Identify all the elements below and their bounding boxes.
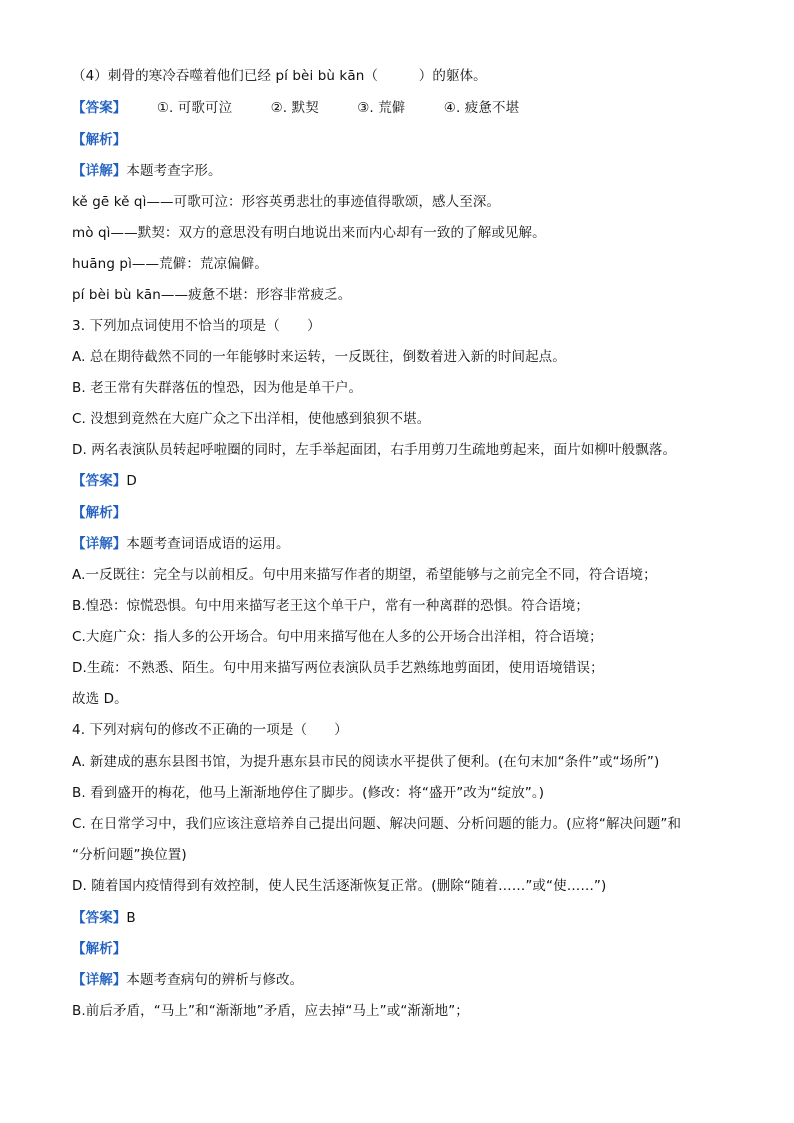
detail-2-row: [72, 161, 734, 181]
question-3-option-b: B. 老王常有失群落伍的惶恐，因为他是单干户。: [72, 380, 363, 396]
question-4-option-c-line2: “分析问题”换位置): [72, 847, 187, 863]
question-3-option-d: D. 两名表演队员转起呼啦圈的同时，左手举起面团，右手用剪刀生疏地剪起来，面片如柳叶般飘落。: [72, 442, 677, 458]
analysis-2-label: 【解析】: [72, 132, 127, 148]
explanation-2: mò qì——默契：双方的意思没有明白地说出来而内心却有一致的了解或见解。: [72, 225, 546, 241]
answer-2-row: [72, 98, 734, 118]
detail-3-row: [72, 534, 734, 554]
detail-3-b: B.惶恐：惊慌恐惧。句中用来描写老王这个单干户，常有一种离群的恐惧。符合语境；: [72, 598, 589, 614]
explanation-3: huāng pì——荒僻：荒凉偏僻。: [72, 256, 268, 272]
answer-4-row: [72, 908, 734, 928]
detail-3-d: D.生疏：不熟悉、陌生。句中用来描写两位表演队员手艺熟练地剪面团，使用语境错误；: [72, 660, 604, 676]
answer-option-2: ②. 默契: [270, 100, 319, 116]
analysis-3-label: 【解析】: [72, 505, 127, 521]
detail-label: 【详解】: [72, 536, 127, 552]
answer-option-3: ③. 荒僻: [357, 100, 406, 116]
analysis-4-label: 【解析】: [72, 941, 127, 957]
detail-4-b: B.前后矛盾，“马上”和“渐渐地”矛盾，应去掉“马上”或“渐渐地”；: [72, 1003, 469, 1019]
answer-option-1: ①. 可歌可泣: [156, 100, 233, 116]
detail-text: 本题考查词语成语的运用。: [126, 536, 290, 552]
answer-label: 【答案】: [72, 473, 127, 489]
question-4-option-c-line1: C. 在日常学习中，我们应该注意培养自己提出问题、解决问题、分析问题的能力。(应将“解决问题”和: [72, 816, 682, 832]
detail-3-conclusion: 故选 D。: [72, 691, 128, 707]
detail-text: 本题考查病句的辨析与修改。: [126, 972, 304, 988]
detail-label: 【详解】: [72, 972, 127, 988]
question-3-option-c: C. 没想到竟然在大庭广众之下出洋相，使他感到狼狈不堪。: [72, 411, 431, 427]
answer-option-4: ④. 疲惫不堪: [443, 100, 520, 116]
question-4-option-a: A. 新建成的惠东县图书馆，为提升惠东县市民的阅读水平提供了便利。(在句末加“条件”或“场所”): [72, 754, 660, 770]
explanation-4: pí bèi bù kān——疲惫不堪：形容非常疲乏。: [72, 287, 352, 303]
question-3-stem: 3. 下列加点词使用不恰当的项是（ ）: [72, 318, 321, 334]
answer-value: B: [126, 910, 136, 926]
detail-3-c: C.大庭广众：指人多的公开场合。句中用来描写他在人多的公开场合出洋相，符合语境；: [72, 629, 603, 645]
question-4-option-d: D. 随着国内疫情得到有效控制，使人民生活逐渐恢复正常。(删除“随着……”或“使……”): [72, 878, 607, 894]
answer-value: D: [126, 473, 137, 489]
detail-3-a: A.一反既往：完全与以前相反。句中用来描写作者的期望，希望能够与之前完全不同，符合语境；: [72, 567, 657, 583]
detail-text: 本题考查字形。: [126, 163, 222, 179]
answer-label: 【答案】: [72, 100, 127, 116]
detail-label: 【详解】: [72, 163, 127, 179]
answer-3-row: [72, 471, 734, 491]
answer-label: 【答案】: [72, 910, 127, 926]
explanation-1: kě gē kě qì——可歌可泣：形容英勇悲壮的事迹值得歌颂，感人至深。: [72, 194, 501, 210]
detail-4-row: [72, 970, 734, 990]
question-4-option-b: B. 看到盛开的梅花，他马上渐渐地停住了脚步。(修改：将“盛开”改为“绽放”。): [72, 785, 545, 801]
question-3-option-a: A. 总在期待截然不同的一年能够时来运转，一反既往，倒数着进入新的时间起点。: [72, 349, 566, 365]
question-2-item-4: （4）刺骨的寒冷吞噬着他们已经 pí bèi bù kān（ ）的躯体。: [72, 68, 487, 84]
question-4-stem: 4. 下列对病句的修改不正确的一项是（ ）: [72, 722, 348, 738]
